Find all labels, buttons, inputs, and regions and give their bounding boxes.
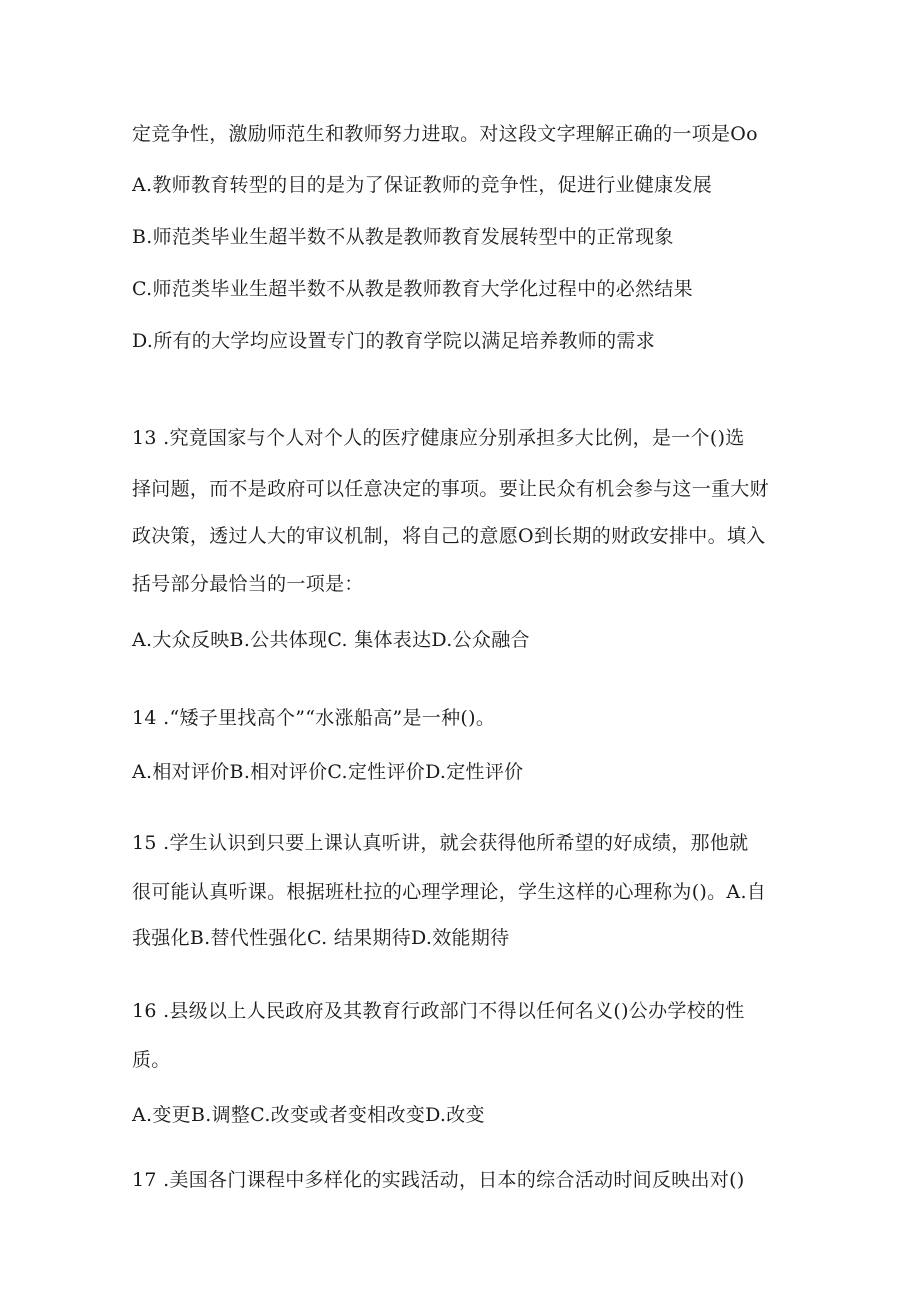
option-d-q12: D.所有的大学均应设置专门的教育学院以满足培养教师的需求 xyxy=(132,330,655,352)
question-16-options: A.变更B.调整C.改变或者变相改变D.改变 xyxy=(132,1104,485,1126)
option-a-q12: A.教师教育转型的目的是为了保证教师的竞争性，促进行业健康发展 xyxy=(132,174,713,196)
question-14-options: A.相对评价B.相对评价C.定性评价D.定性评价 xyxy=(132,761,524,783)
question-13-line-3: 政决策，透过人大的审议机制，将自己的意愿O到长期的财政安排中。填入 xyxy=(132,525,766,547)
question-13-line-1: 13 .究竟国家与个人对个人的医疗健康应分别承担多大比例，是一个()选 xyxy=(132,427,745,449)
option-c-q12: C.师范类毕业生超半数不从教是教师教育大学化过程中的必然结果 xyxy=(132,278,693,300)
question-15-line-1: 15 .学生认识到只要上课认真听讲，就会获得他所希望的好成绩，那他就 xyxy=(132,832,749,854)
question-13-options: A.大众反映B.公共体现C. 集体表达D.公众融合 xyxy=(132,629,530,651)
question-15-line-2: 很可能认真听课。根据班杜拉的心理学理论，学生这样的心理称为()。A.自 xyxy=(132,881,767,903)
option-b-q12: B.师范类毕业生超半数不从教是教师教育发展转型中的正常现象 xyxy=(132,226,674,248)
question-13-line-4: 括号部分最恰当的一项是： xyxy=(132,573,364,595)
question-17-line-1: 17 .美国各门课程中多样化的实践活动，日本的综合活动时间反映出对() xyxy=(132,1169,745,1191)
text-line-passage-end: 定竞争性，激励师范生和教师努力进取。对这段文字理解正确的一项是Oo xyxy=(132,123,758,145)
question-13-line-2: 择问题，而不是政府可以任意决定的事项。要让民众有机会参与这一重大财 xyxy=(132,478,769,500)
question-15-line-3: 我强化B.替代性强化C. 结果期待D.效能期待 xyxy=(132,927,510,949)
question-16-line-1: 16 .县级以上人民政府及其教育行政部门不得以任何名义()公办学校的性 xyxy=(132,1000,745,1022)
question-14: 14 .“矮子里找高个”“水涨船高”是一种()。 xyxy=(132,707,496,729)
question-16-line-2: 质。 xyxy=(132,1049,171,1071)
